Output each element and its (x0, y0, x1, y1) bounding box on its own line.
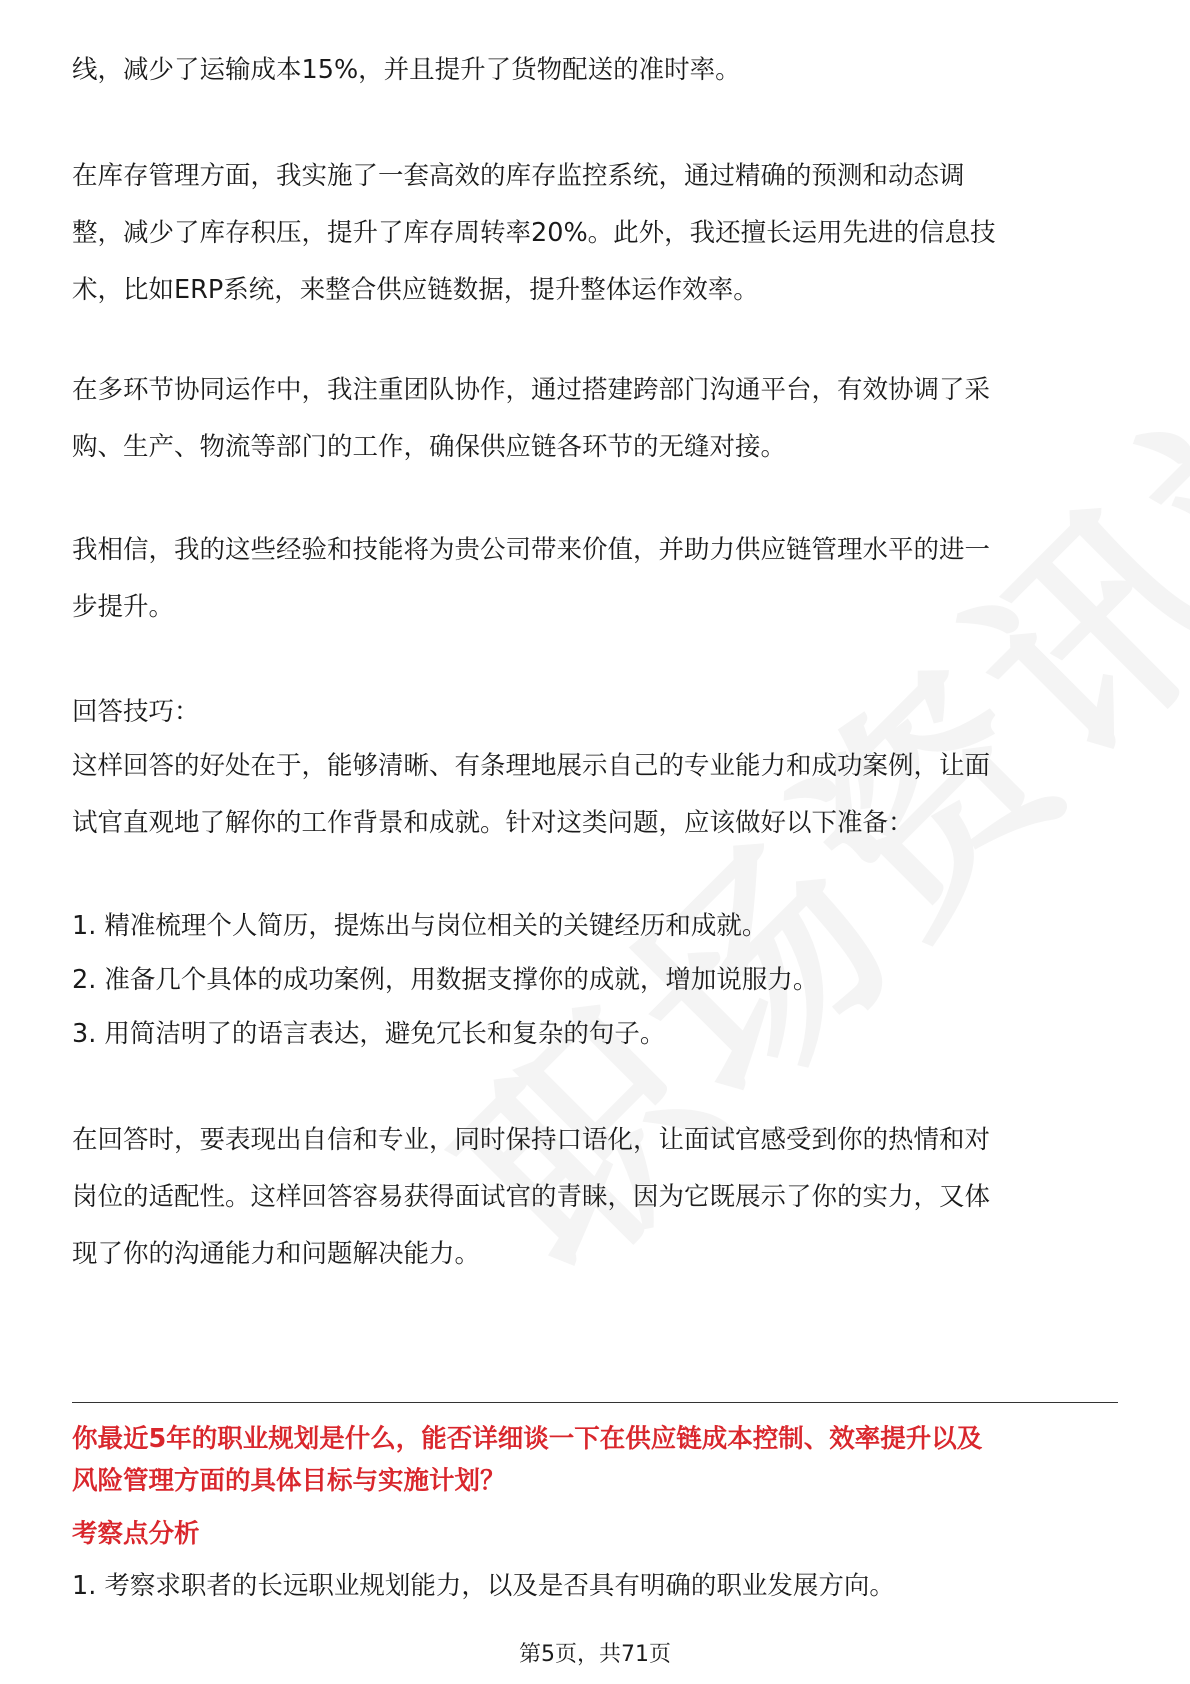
analysis-item: 1. 考察求职者的长远职业规划能力，以及是否具有明确的职业发展方向。 (72, 1571, 895, 1601)
section-divider (72, 1402, 1118, 1403)
question-title: 你最近5年的职业规划是什么，能否详细谈一下在供应链成本控制、效率提升以及 风险管理方面的具体目标与实施计划？ (72, 1424, 983, 1496)
list-item: 2. 准备几个具体的成功案例，用数据支撑你的成就，增加说服力。 (72, 965, 819, 995)
paragraph-inventory: 在库存管理方面，我实施了一套高效的库存监控系统，通过精确的预测和动态调 整，减少了库存积压，提升了库存周转率20%。此外，我还擅长运用先进的信息技 术，比如ERP系统，来整合供应链数据，提升整体运作效率。 (72, 161, 996, 305)
paragraph-conclusion: 我相信，我的这些经验和技能将为贵公司带来价值，并助力供应链管理水平的进一 步提升。 (72, 535, 991, 622)
paragraph-logistics: 线，减少了运输成本15%，并且提升了货物配送的准时率。 (72, 55, 741, 85)
paragraph-answer-advice: 在回答时，要表现出自信和专业，同时保持口语化，让面试官感受到你的热情和对 岗位的适配性。这样回答容易获得面试官的青睐，因为它既展示了你的实力，又体 现了你的沟通能力和问题解决能力。 (72, 1125, 991, 1269)
list-item: 1. 精准梳理个人简历，提炼出与岗位相关的关键经历和成就。 (72, 911, 768, 941)
page-number: 第5页，共71页 (519, 1642, 671, 1667)
analysis-heading: 考察点分析 (72, 1519, 200, 1549)
document-page (72, 0, 1118, 1684)
tips-heading: 回答技巧： (72, 697, 200, 727)
paragraph-tips: 这样回答的好处在于，能够清晰、有条理地展示自己的专业能力和成功案例，让面 试官直观地了解你的工作背景和成就。针对这类问题，应该做好以下准备： (72, 751, 991, 838)
paragraph-collaboration: 在多环节协同运作中，我注重团队协作，通过搭建跨部门沟通平台，有效协调了采 购、生产、物流等部门的工作，确保供应链各环节的无缝对接。 (72, 375, 991, 462)
list-item: 3. 用简洁明了的语言表达，避免冗长和复杂的句子。 (72, 1019, 666, 1049)
